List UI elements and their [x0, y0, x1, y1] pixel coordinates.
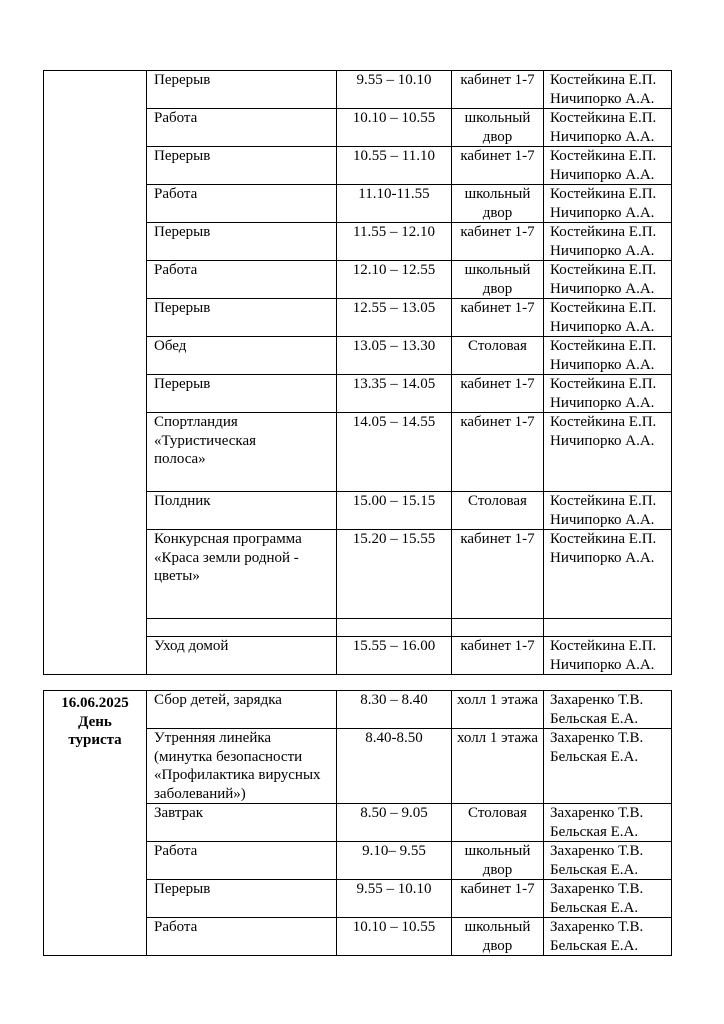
place-text: холл 1 этажа: [456, 730, 539, 746]
place-text: школьный: [464, 262, 531, 278]
activity-cell: [147, 637, 337, 675]
place-text: Столовая: [468, 338, 527, 354]
staff-cell: [544, 918, 672, 956]
time-cell: 8.50 – 9.05: [337, 804, 452, 842]
place-text: кабинет 1-7: [460, 300, 535, 316]
time-cell: 8.30 – 8.40: [337, 691, 452, 729]
activity-cell: [147, 413, 337, 492]
place-text: кабинет 1-7: [460, 148, 535, 164]
staff-cell: [544, 804, 672, 842]
activity-text: (минутка безопасности: [154, 748, 303, 765]
time-cell: 11.10-11.55: [337, 185, 452, 223]
activity-cell: [147, 71, 337, 109]
staff-name: Костейкина Е.П.: [550, 638, 657, 654]
time-cell: 13.05 – 13.30: [337, 337, 452, 375]
staff-cell: [544, 299, 672, 337]
staff-name: Костейкина Е.П.: [550, 224, 657, 240]
activity-cell: [147, 337, 337, 375]
activity-text: Завтрак: [154, 805, 204, 821]
place-cell: [452, 637, 544, 675]
staff-name: Ничипорко А.А.: [550, 128, 655, 145]
time-cell: 10.10 – 10.55: [337, 918, 452, 956]
schedule-table-day-1: [43, 70, 672, 675]
activity-text: полоса»: [154, 451, 206, 467]
activity-cell: [147, 880, 337, 918]
staff-name: Костейкина Е.П.: [550, 414, 657, 430]
staff-cell: [544, 337, 672, 375]
activity-cell: [147, 299, 337, 337]
activity-text: Работа: [154, 110, 198, 126]
place-text: двор: [482, 128, 513, 145]
activity-cell: [147, 804, 337, 842]
staff-cell: [544, 375, 672, 413]
place-text: кабинет 1-7: [460, 224, 535, 240]
place-cell: [452, 71, 544, 109]
staff-name: Бельская Е.А.: [550, 861, 639, 878]
time-cell: 9.55 – 10.10: [337, 71, 452, 109]
activity-text: Перерыв: [154, 224, 211, 240]
staff-name: Костейкина Е.П.: [550, 300, 657, 316]
activity-cell: [147, 261, 337, 299]
staff-name: Бельская Е.А.: [550, 748, 639, 765]
activity-text: Сбор детей, зарядка: [154, 692, 282, 708]
staff-name: Ничипорко А.А.: [550, 356, 655, 373]
activity-text: «Краса земли родной -: [154, 549, 299, 566]
place-cell: [452, 880, 544, 918]
place-cell: [452, 109, 544, 147]
activity-text: Перерыв: [154, 881, 211, 897]
staff-name: Захаренко Т.В.: [550, 730, 644, 746]
activity-cell: [147, 147, 337, 185]
staff-name: Ничипорко А.А.: [550, 511, 655, 528]
activity-cell: [147, 918, 337, 956]
place-text: кабинет 1-7: [460, 414, 535, 430]
activity-text: Утренняя линейка: [154, 730, 272, 746]
staff-name: Бельская Е.А.: [550, 937, 639, 954]
staff-name: Ничипорко А.А.: [550, 166, 655, 183]
place-text: кабинет 1-7: [460, 72, 535, 88]
time-cell: 10.55 – 11.10: [337, 147, 452, 185]
place-text: кабинет 1-7: [460, 638, 535, 654]
place-text: холл 1 этажа: [456, 692, 539, 708]
time-cell: 10.10 – 10.55: [337, 109, 452, 147]
activity-text: Перерыв: [154, 72, 211, 88]
staff-cell: [544, 880, 672, 918]
staff-name: Ничипорко А.А.: [550, 394, 655, 411]
place-text: кабинет 1-7: [460, 376, 535, 392]
staff-name: Ничипорко А.А.: [550, 90, 655, 107]
place-cell: [452, 729, 544, 804]
staff-name: Костейкина Е.П.: [550, 262, 657, 278]
activity-cell: [147, 691, 337, 729]
staff-name: Захаренко Т.В.: [550, 805, 644, 821]
activity-text: Перерыв: [154, 148, 211, 164]
place-text: двор: [482, 280, 513, 297]
activity-text: Полдник: [154, 493, 211, 509]
place-cell: [452, 492, 544, 530]
time-cell: 13.35 – 14.05: [337, 375, 452, 413]
place-cell: [452, 299, 544, 337]
activity-text: Работа: [154, 919, 198, 935]
staff-name: Ничипорко А.А.: [550, 204, 655, 221]
staff-name: Захаренко Т.В.: [550, 692, 644, 708]
staff-name: Костейкина Е.П.: [550, 376, 657, 392]
activity-text: Конкурсная программа: [154, 531, 302, 547]
day-cell: [44, 71, 147, 675]
staff-name: Костейкина Е.П.: [550, 531, 657, 547]
table-row: [44, 71, 672, 109]
activity-text: Работа: [154, 186, 198, 202]
place-cell: [452, 223, 544, 261]
place-cell: [452, 918, 544, 956]
staff-cell: [544, 223, 672, 261]
staff-name: Ничипорко А.А.: [550, 656, 655, 673]
activity-text: Спортландия: [154, 414, 238, 430]
time-cell: 9.55 – 10.10: [337, 880, 452, 918]
staff-cell: [544, 530, 672, 619]
place-cell: [452, 691, 544, 729]
time-cell: 9.10– 9.55: [337, 842, 452, 880]
activity-text: «Туристическая: [154, 432, 257, 449]
staff-name: Костейкина Е.П.: [550, 186, 657, 202]
place-text: кабинет 1-7: [460, 531, 535, 547]
table-row: [44, 691, 672, 729]
staff-name: Захаренко Т.В.: [550, 843, 644, 859]
staff-name: Ничипорко А.А.: [550, 280, 655, 297]
place-cell: [452, 375, 544, 413]
place-text: школьный: [464, 110, 531, 126]
place-cell: [452, 337, 544, 375]
staff-cell: [544, 261, 672, 299]
activity-text: Работа: [154, 262, 198, 278]
place-text: Столовая: [468, 805, 527, 821]
activity-text: Уход домой: [154, 638, 229, 654]
place-text: школьный: [464, 919, 531, 935]
activity-cell: [147, 729, 337, 804]
activity-text: «Профилактика вирусных: [154, 767, 321, 783]
staff-cell: [544, 691, 672, 729]
staff-cell: [544, 729, 672, 804]
place-text: Столовая: [468, 493, 527, 509]
activity-text: заболеваний»): [154, 785, 246, 802]
staff-name: Бельская Е.А.: [550, 823, 639, 840]
day-cell: [44, 691, 147, 956]
staff-cell: [544, 637, 672, 675]
activity-text: цветы»: [154, 568, 200, 584]
staff-name: Бельская Е.А.: [550, 899, 639, 916]
activity-cell: [147, 223, 337, 261]
staff-name: Ничипорко А.А.: [550, 318, 655, 335]
staff-name: Ничипорко А.А.: [550, 242, 655, 259]
staff-cell: [544, 842, 672, 880]
place-text: школьный: [464, 843, 531, 859]
activity-cell: [147, 492, 337, 530]
staff-cell: [544, 619, 672, 637]
day-label: 16.06.2025: [61, 695, 129, 711]
place-text: школьный: [464, 186, 531, 202]
place-text: кабинет 1-7: [460, 881, 535, 897]
activity-cell: [147, 185, 337, 223]
day-label: День: [78, 713, 112, 730]
place-text: двор: [482, 861, 513, 878]
time-cell: 15.20 – 15.55: [337, 530, 452, 619]
staff-cell: [544, 71, 672, 109]
staff-name: Костейкина Е.П.: [550, 493, 657, 509]
activity-text: Перерыв: [154, 376, 211, 392]
place-cell: [452, 530, 544, 619]
time-cell: 8.40-8.50: [337, 729, 452, 804]
place-cell: [452, 185, 544, 223]
activity-text: Работа: [154, 843, 198, 859]
place-cell: [452, 413, 544, 492]
place-cell: [452, 261, 544, 299]
place-cell: [452, 619, 544, 637]
staff-cell: [544, 185, 672, 223]
activity-cell: [147, 619, 337, 637]
staff-cell: [544, 147, 672, 185]
activity-text: Обед: [154, 338, 187, 354]
staff-cell: [544, 109, 672, 147]
activity-cell: [147, 842, 337, 880]
staff-name: Костейкина Е.П.: [550, 338, 657, 354]
staff-name: Костейкина Е.П.: [550, 110, 657, 126]
day-label: туриста: [68, 732, 122, 748]
staff-name: Костейкина Е.П.: [550, 72, 657, 88]
activity-cell: [147, 375, 337, 413]
time-cell: 14.05 – 14.55: [337, 413, 452, 492]
staff-cell: [544, 492, 672, 530]
time-cell: 12.55 – 13.05: [337, 299, 452, 337]
place-text: двор: [482, 204, 513, 221]
time-cell: [337, 619, 452, 637]
staff-name: Ничипорко А.А.: [550, 549, 655, 566]
staff-name: Захаренко Т.В.: [550, 881, 644, 897]
place-cell: [452, 147, 544, 185]
place-cell: [452, 842, 544, 880]
schedule-table-day-2: [43, 690, 672, 956]
place-cell: [452, 804, 544, 842]
place-text: двор: [482, 937, 513, 954]
time-cell: 15.00 – 15.15: [337, 492, 452, 530]
staff-cell: [544, 413, 672, 492]
activity-cell: [147, 530, 337, 619]
staff-name: Костейкина Е.П.: [550, 148, 657, 164]
staff-name: Ничипорко А.А.: [550, 432, 655, 449]
time-cell: 12.10 – 12.55: [337, 261, 452, 299]
staff-name: Бельская Е.А.: [550, 710, 639, 727]
staff-name: Захаренко Т.В.: [550, 919, 644, 935]
time-cell: 15.55 – 16.00: [337, 637, 452, 675]
time-cell: 11.55 – 12.10: [337, 223, 452, 261]
activity-cell: [147, 109, 337, 147]
activity-text: Перерыв: [154, 300, 211, 316]
